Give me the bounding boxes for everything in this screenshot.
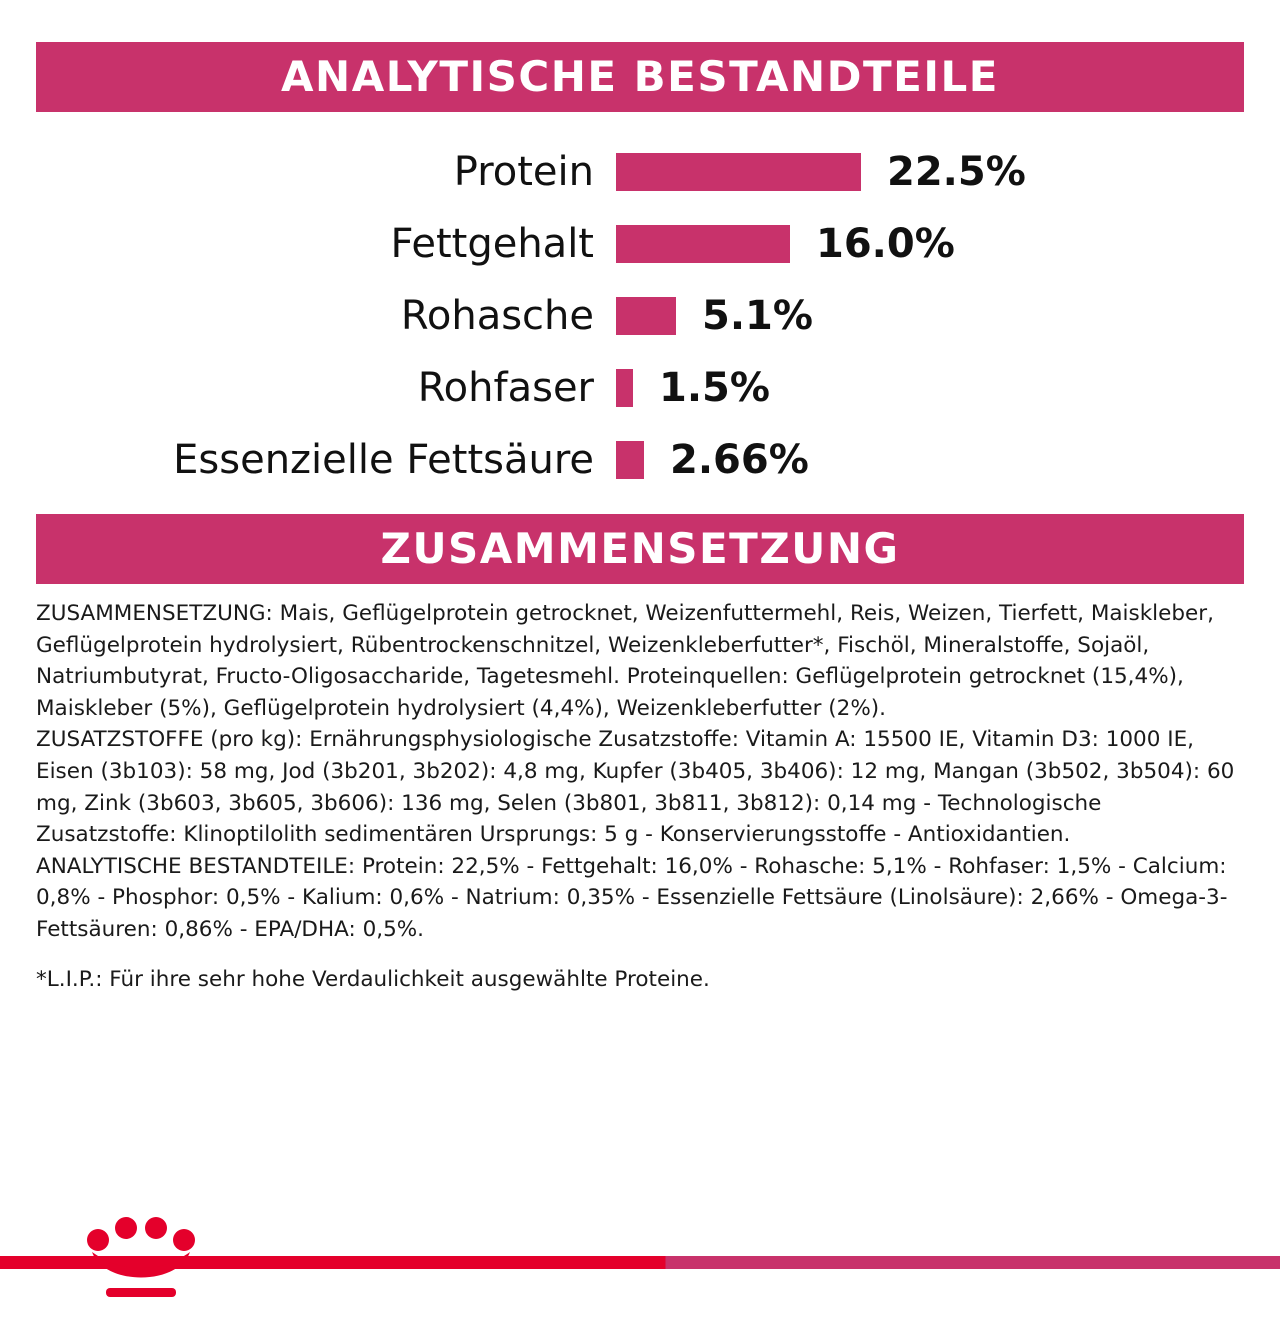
chart-bar-rohasche [616, 297, 676, 335]
composition-footnote-lip: *L.I.P.: Für ihre sehr hohe Verdaulichkeit ausgewählte Proteine. [36, 966, 710, 992]
chart-row [36, 424, 1244, 496]
chart-barwrap [616, 221, 1244, 267]
chart-row [36, 352, 1244, 424]
composition-paragraph-ingredients: ZUSAMMENSETZUNG: Mais, Geflügelprotein getrocknet, Weizenfuttermehl, Reis, Weizen, Tierfett, Maiskleber, Geflügelprotein hydrolysiert, Rübentrockenschnitzel, Weizenkleberfutter*, Fischöl, Mineralstoffe, Sojaöl, Natriumbutyrat, Fructo-Oligosaccharide, Tagetesmehl. Proteinquellen: Geflügelprotein getrocknet (15,4%), Maiskleber (5%), Geflügelprotein hydrolysiert (4,4%), Weizenkleberfutter (2%). [36, 601, 1214, 721]
chart-barwrap [616, 365, 1244, 411]
chart-barwrap [616, 149, 1244, 195]
chart-label-rohfaser: Rohfaser [417, 365, 594, 411]
chart-bar-fettgehalt [616, 225, 790, 263]
chart-label-essenzielle-fettsaeure: Essenzielle Fettsäure [173, 437, 594, 483]
composition-paragraph-additives: ZUSATZSTOFFE (pro kg): Ernährungsphysiologische Zusatzstoffe: Vitamin A: 15500 IE, Vitamin D3: 1000 IE, Eisen (3b103): 58 mg, Jod (3b201, 3b202): 4,8 mg, Kupfer (3b405, 3b406): 12 mg, Mangan (3b502, 3b504): 60 mg, Zink (3b603, 3b605, 3b606): 136 mg, Selen (3b801, 3b811, 3b812): 0,14 mg - Technologische Zusatzstoffe: Klinoptilolith sedimentären Ursprungs: 5 g - Konservierungsstoffe - Antioxidantien. [36, 727, 1235, 848]
royal-canin-crown-logo-icon [76, 1212, 206, 1312]
chart-row [36, 136, 1244, 208]
chart-label-protein: Protein [453, 149, 594, 195]
chart-bar-essenzielle-fettsaeure [616, 441, 644, 479]
chart-row [36, 280, 1244, 352]
chart-value-rohfaser: 1.5% [659, 365, 770, 411]
chart-value-fettgehalt: 16.0% [816, 221, 955, 267]
chart-value-essenzielle-fettsaeure: 2.66% [670, 437, 809, 483]
chart-value-protein: 22.5% [887, 149, 1026, 195]
composition-header: ZUSAMMENSETZUNG [36, 514, 1244, 584]
chart-label-fettgehalt: Fettgehalt [390, 221, 594, 267]
composition-paragraph-analytical: ANALYTISCHE BESTANDTEILE: Protein: 22,5% - Fettgehalt: 16,0% - Rohasche: 5,1% - Rohfaser: 1,5% - Calcium: 0,8% - Phosphor: 0,5% - Kalium: 0,6% - Natrium: 0,35% - Essenzielle Fettsäure (Linolsäure): 2,66% - Omega-3-Fettsäuren: 0,86% - EPA/DHA: 0,5%. [36, 853, 1228, 942]
chart-bar-rohfaser [616, 369, 633, 407]
analytical-constituents-header: ANALYTISCHE BESTANDTEILE [36, 42, 1244, 112]
nutrition-panel [0, 42, 1280, 1322]
footer [0, 1204, 1280, 1322]
chart-value-rohasche: 5.1% [702, 293, 813, 339]
chart-barwrap [616, 293, 1244, 339]
chart-label-rohasche: Rohasche [400, 293, 594, 339]
composition-text [0, 584, 1280, 995]
analytical-constituents-chart [0, 136, 1280, 496]
chart-row [36, 208, 1244, 280]
chart-bar-protein [616, 153, 861, 191]
chart-barwrap [616, 437, 1244, 483]
